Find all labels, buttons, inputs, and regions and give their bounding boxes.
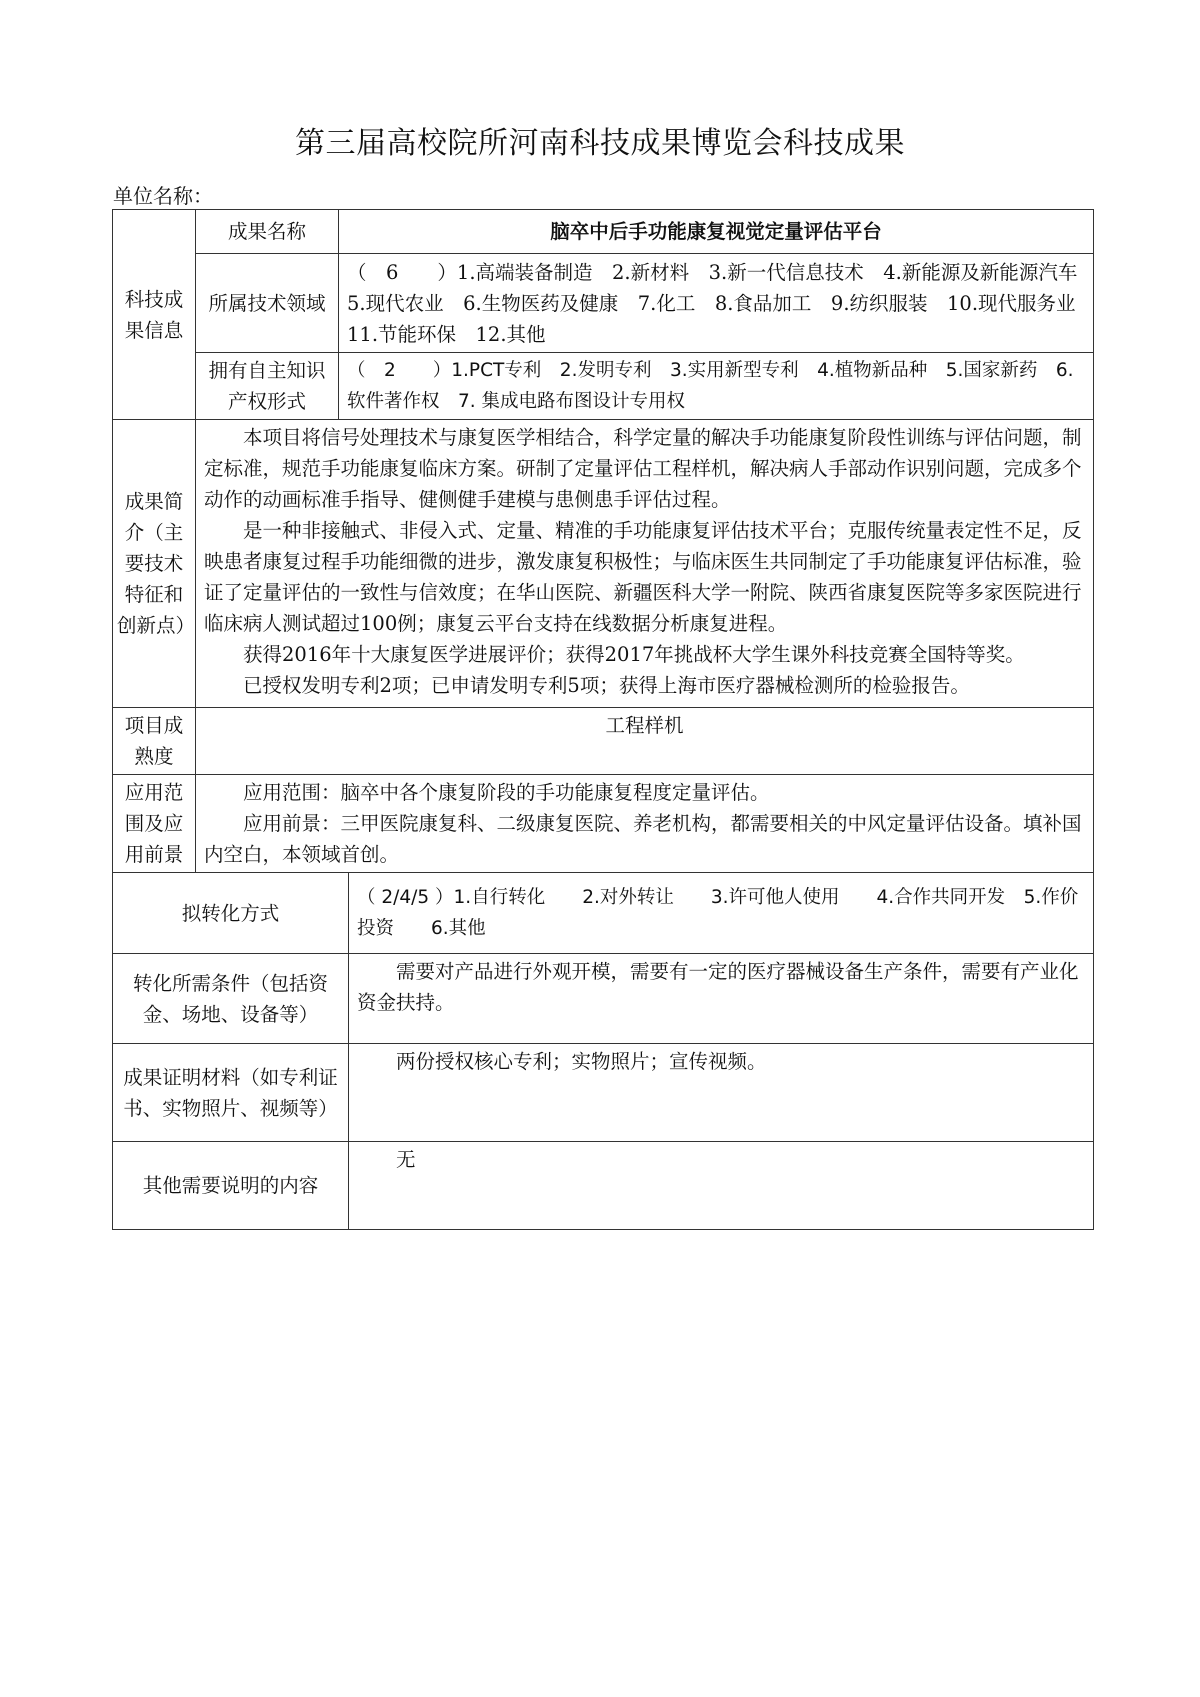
evidence-value: 两份授权核心专利；实物照片；宣传视频。 (396, 1050, 767, 1073)
row-intro (113, 420, 1094, 708)
achievement-form-table (112, 209, 1097, 1230)
tech-field-label: 所属技术领域 (196, 254, 339, 353)
row-ip-form (113, 353, 1094, 420)
intro-label: 成果简介（主要技术特征和创新点） (113, 420, 196, 708)
maturity-value: 工程样机 (196, 708, 1094, 775)
transfer-value: （ 2/4/5 ）1.自行转化 2.对外转让 3.许可他人使用 4.合作共同开发 5.作价投资 6.其他 (349, 873, 1094, 954)
row-achievement-name (113, 210, 1094, 254)
intro-paragraph-1: 本项目将信号处理技术与康复医学相结合，科学定量的解决手功能康复阶段性训练与评估问题，制定标准，规范手功能康复临床方案。研制了定量评估工程样机，解决病人手部动作识别问题，完成多个动作的动画标准手指导、健侧健手建模与患侧患手评估过程。 (204, 426, 1082, 511)
row-application (113, 775, 1094, 873)
row-maturity (113, 708, 1094, 775)
conditions-value: 需要对产品进行外观开模，需要有一定的医疗器械设备生产条件，需要有产业化资金扶持。 (357, 960, 1079, 1014)
document-title: 第三届高校院所河南科技成果博览会科技成果 (295, 126, 905, 161)
intro-paragraph-4: 已授权发明专利2项；已申请发明专利5项；获得上海市医疗器械检测所的检验报告。 (243, 674, 970, 697)
row-conditions (113, 954, 1094, 1044)
achievement-name-value: 脑卒中后手功能康复视觉定量评估平台 (339, 210, 1094, 254)
application-content (196, 775, 1094, 873)
intro-content (196, 420, 1094, 708)
application-prospect: 应用前景：三甲医院康复科、二级康复医院、养老机构，都需要相关的中风定量评估设备。填补国内空白，本领域首创。 (204, 812, 1082, 866)
info-group-label: 科技成果信息 (113, 210, 196, 420)
row-transfer (113, 873, 1094, 954)
row-evidence (113, 1044, 1094, 1142)
transfer-label: 拟转化方式 (113, 873, 349, 954)
achievement-name-label: 成果名称 (196, 210, 339, 254)
other-value: 无 (396, 1148, 416, 1171)
row-other (113, 1142, 1094, 1230)
other-content (349, 1142, 1094, 1230)
application-scope: 应用范围：脑卒中各个康复阶段的手功能康复程度定量评估。 (243, 781, 770, 804)
conditions-label: 转化所需条件（包括资金、场地、设备等） (113, 954, 349, 1044)
unit-name-label: 单位名称： (113, 184, 213, 208)
evidence-content (349, 1044, 1094, 1142)
other-label: 其他需要说明的内容 (113, 1142, 349, 1230)
application-label: 应用范围及应用前景 (113, 775, 196, 873)
conditions-content (349, 954, 1094, 1044)
ip-form-value: （ 2 ）1.PCT专利 2.发明专利 3.实用新型专利 4.植物新品种 5.国家新药 6.软件著作权 7. 集成电路布图设计专用权 (339, 353, 1094, 420)
row-tech-field (113, 254, 1094, 353)
tech-field-value: （ 6 ）1.高端装备制造 2.新材料 3.新一代信息技术 4.新能源及新能源汽车 5.现代农业 6.生物医药及健康 7.化工 8.食品加工 9.纺织服装 10.现代服务业 11.节能环保 12.其他 (339, 254, 1094, 353)
intro-paragraph-3: 获得2016年十大康复医学进展评价；获得2017年挑战杯大学生课外科技竞赛全国特等奖。 (243, 643, 1025, 666)
evidence-label: 成果证明材料（如专利证书、实物照片、视频等） (113, 1044, 349, 1142)
intro-paragraph-2: 是一种非接触式、非侵入式、定量、精准的手功能康复评估技术平台；克服传统量表定性不足，反映患者康复过程手功能细微的进步，激发康复积极性；与临床医生共同制定了手功能康复评估标准，验证了定量评估的一致性与信效度；在华山医院、新疆医科大学一附院、陕西省康复医院等多家医院进行临床病人测试超过100例；康复云平台支持在线数据分析康复进程。 (204, 519, 1082, 635)
maturity-label: 项目成熟度 (113, 708, 196, 775)
ip-form-label: 拥有自主知识产权形式 (196, 353, 339, 420)
